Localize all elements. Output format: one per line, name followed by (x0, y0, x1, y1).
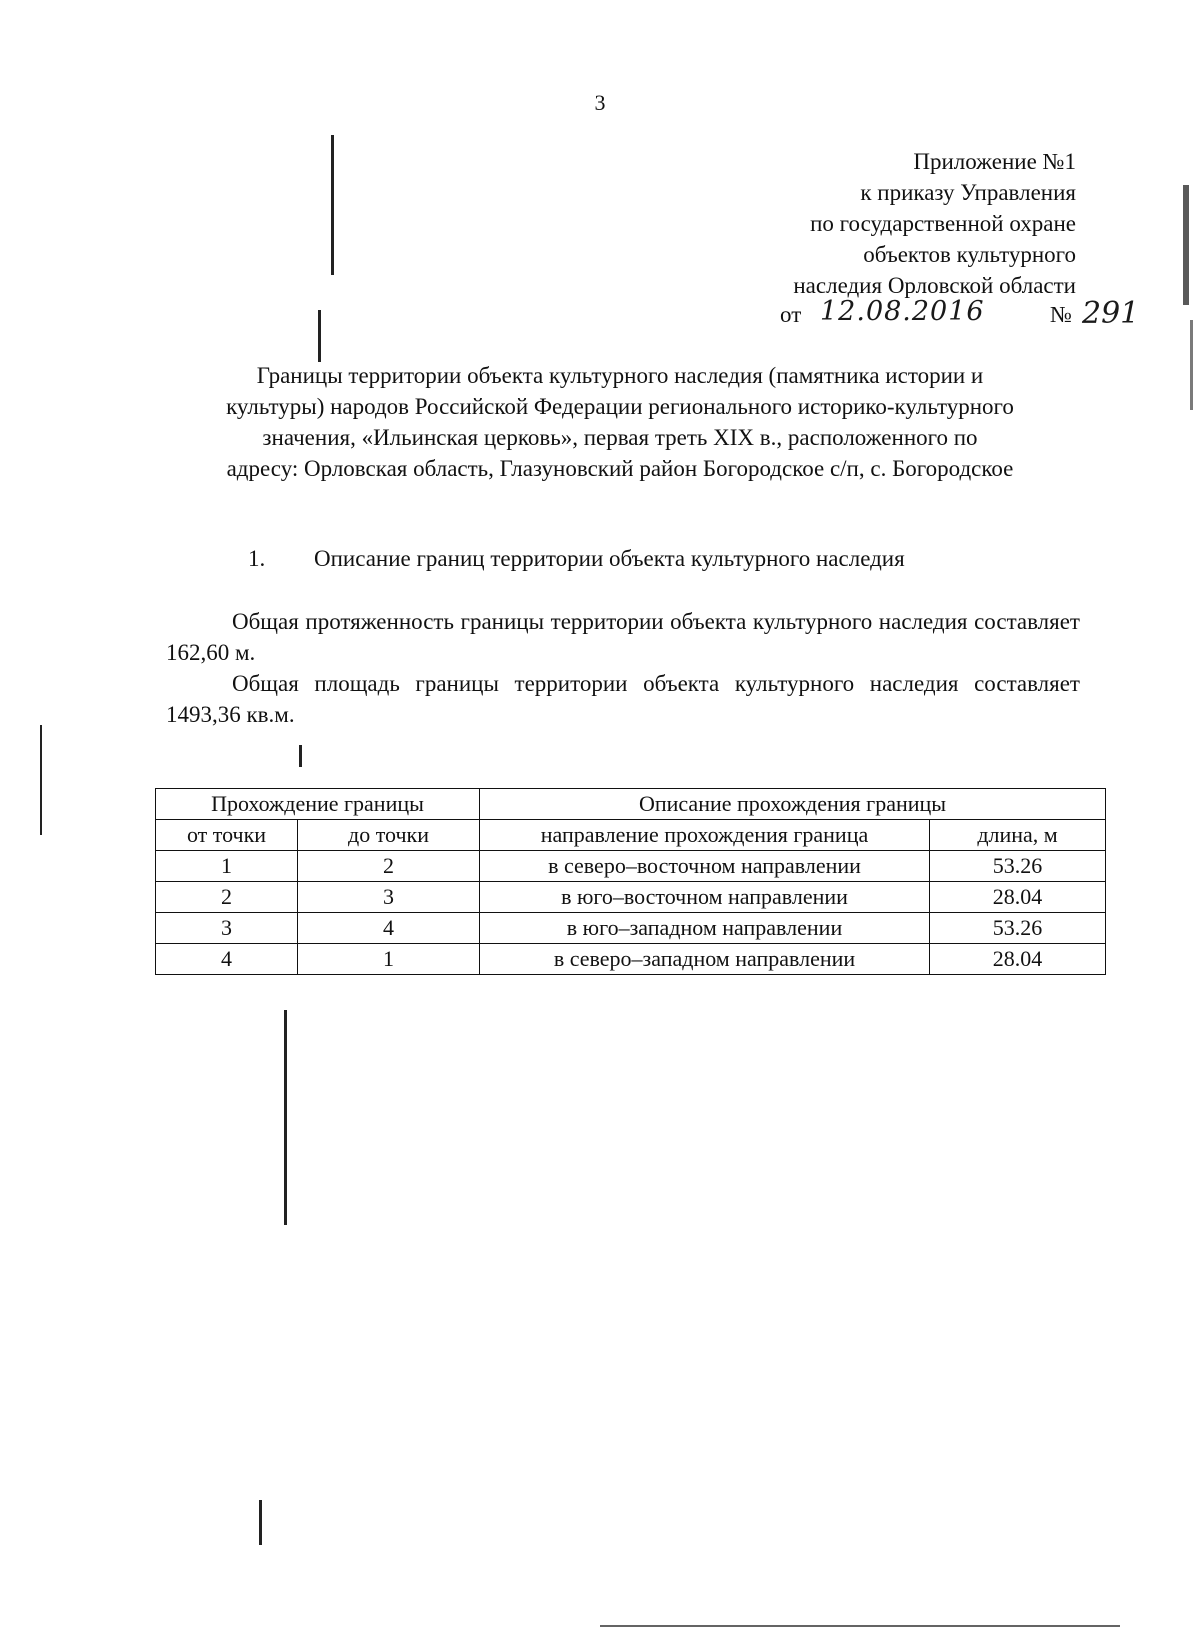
scan-streak (1183, 185, 1189, 305)
section-number: 1. (248, 546, 266, 571)
handwritten-date: 12.08.2016 (820, 296, 985, 327)
cell-direction: в северо–западном направлении (480, 944, 930, 975)
cell-to-point: 3 (298, 882, 480, 913)
title-line: адресу: Орловская область, Глазуновский район Богородское с/п, с. Богородское (226, 456, 1014, 481)
group-header-boundary-passage: Прохождение границы (156, 789, 480, 820)
scan-streak (259, 1500, 262, 1545)
cell-from-point: 3 (156, 913, 298, 944)
cell-from-point: 1 (156, 851, 298, 882)
table-row (156, 913, 1106, 944)
date-label: от (780, 302, 802, 327)
scan-streak (1190, 320, 1193, 410)
handwritten-number: 291 (1082, 296, 1140, 331)
title-line: Границы территории объекта культурного наследия (памятника истории и (256, 363, 984, 388)
title-line: культуры) народов Российской Федерации регионального историко-культурного (226, 394, 1014, 419)
title-line: значения, «Ильинская церковь», первая треть XIX в., расположенного по (262, 425, 978, 450)
cell-from-point: 2 (156, 882, 298, 913)
paragraph-total-area: Общая площадь границы территории объекта культурного наследия составляет 1493,36 кв.м. (166, 671, 1080, 727)
scan-streak (299, 745, 302, 767)
cell-from-point: 4 (156, 944, 298, 975)
appendix-line: объектов культурного (863, 242, 1076, 267)
appendix-line: по государственной охране (810, 211, 1076, 236)
appendix-line: Приложение №1 (913, 149, 1076, 174)
document-title (160, 360, 1080, 484)
cell-direction: в северо–восточном направлении (480, 851, 930, 882)
cell-to-point: 2 (298, 851, 480, 882)
paragraph-total-length: Общая протяженность границы территории объекта культурного наследия составляет 162,60 м. (166, 609, 1080, 665)
section-heading-text: Описание границ территории объекта культурного наследия (314, 546, 905, 571)
scan-streak (40, 725, 42, 835)
scan-streak (284, 1010, 287, 1225)
table-row (156, 882, 1106, 913)
cell-length: 53.26 (930, 851, 1106, 882)
column-header-length: длина, м (930, 820, 1106, 851)
appendix-line: наследия Орловской области (793, 273, 1076, 298)
cell-direction: в юго–западном направлении (480, 913, 930, 944)
column-header-to-point: до точки (298, 820, 480, 851)
appendix-block (793, 146, 1076, 301)
appendix-line: к приказу Управления (860, 180, 1076, 205)
cell-length: 53.26 (930, 913, 1106, 944)
cell-length: 28.04 (930, 944, 1106, 975)
section-heading (248, 546, 905, 572)
cell-to-point: 4 (298, 913, 480, 944)
group-header-passage-description: Описание прохождения границы (480, 789, 1106, 820)
column-header-direction: направление прохождения граница (480, 820, 930, 851)
scan-streak (600, 1625, 1120, 1627)
page-number: 3 (594, 90, 606, 115)
number-label: № (1050, 302, 1072, 327)
table-row (156, 944, 1106, 975)
scan-streak (318, 310, 321, 362)
scan-streak (331, 135, 334, 275)
table-group-header-row (156, 789, 1106, 820)
cell-direction: в юго–восточном направлении (480, 882, 930, 913)
cell-length: 28.04 (930, 882, 1106, 913)
cell-to-point: 1 (298, 944, 480, 975)
appendix-date-row (780, 296, 1140, 336)
boundary-table (155, 788, 1106, 975)
table-column-header-row (156, 820, 1106, 851)
column-header-from-point: от точки (156, 820, 298, 851)
table-row (156, 851, 1106, 882)
